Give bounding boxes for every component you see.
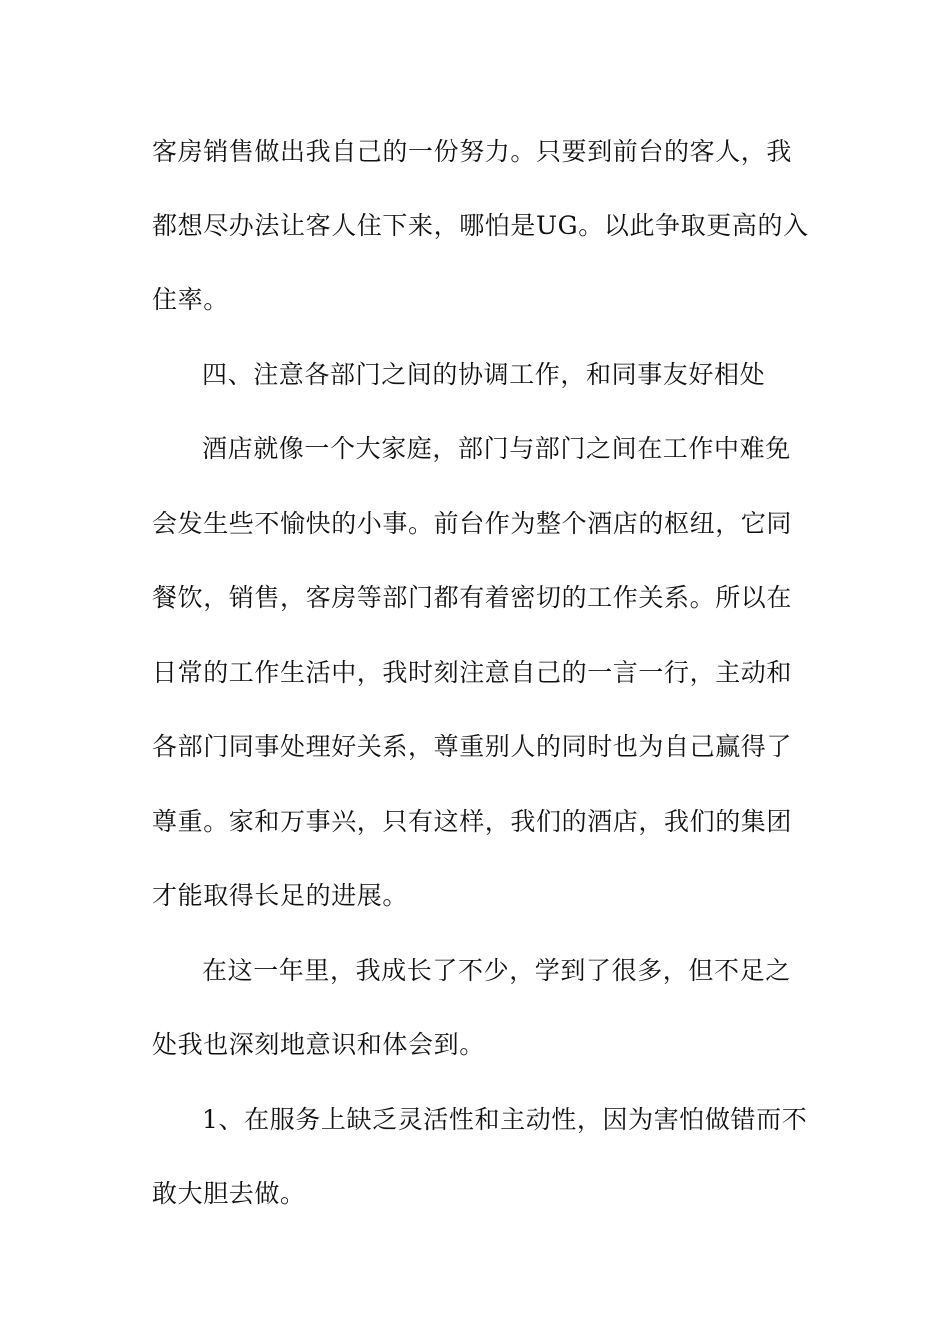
text-line: 酒店就像一个大家庭，部门与部门之间在工作中难免	[202, 434, 791, 463]
text-line: 餐饮，销售，客房等部门都有着密切的工作关系。所以在	[152, 583, 793, 612]
text-line: 在这一年里，我成长了不少，学到了很多，但不足之	[202, 956, 791, 985]
text-line: 尊重。家和万事兴，只有这样，我们的酒店，我们的集团	[152, 807, 793, 836]
text-line: 处我也深刻地意识和体会到。	[152, 1030, 485, 1059]
text-line: 才能取得长足的进展。	[152, 881, 409, 910]
list-item: 1、在服务上缺乏灵活性和主动性，因为害怕做错而不	[202, 1105, 808, 1134]
text-line: 日常的工作生活中，我时刻注意自己的一言一行，主动和	[152, 658, 793, 687]
text-line: 住率。	[152, 285, 229, 314]
text-line: 客房销售做出我自己的一份努力。只要到前台的客人，我	[152, 137, 793, 166]
text-line: 都想尽办法让客人住下来，哪怕是UG。以此争取更高的入	[152, 211, 809, 240]
text-line: 会发生些不愉快的小事。前台作为整个酒店的枢纽，它同	[152, 509, 793, 538]
text-line: 敢大胆去做。	[152, 1179, 306, 1208]
text-line: 各部门同事处理好关系，尊重别人的同时也为自己赢得了	[152, 732, 793, 761]
section-heading: 四、注意各部门之间的协调工作，和同事友好相处	[202, 360, 766, 389]
